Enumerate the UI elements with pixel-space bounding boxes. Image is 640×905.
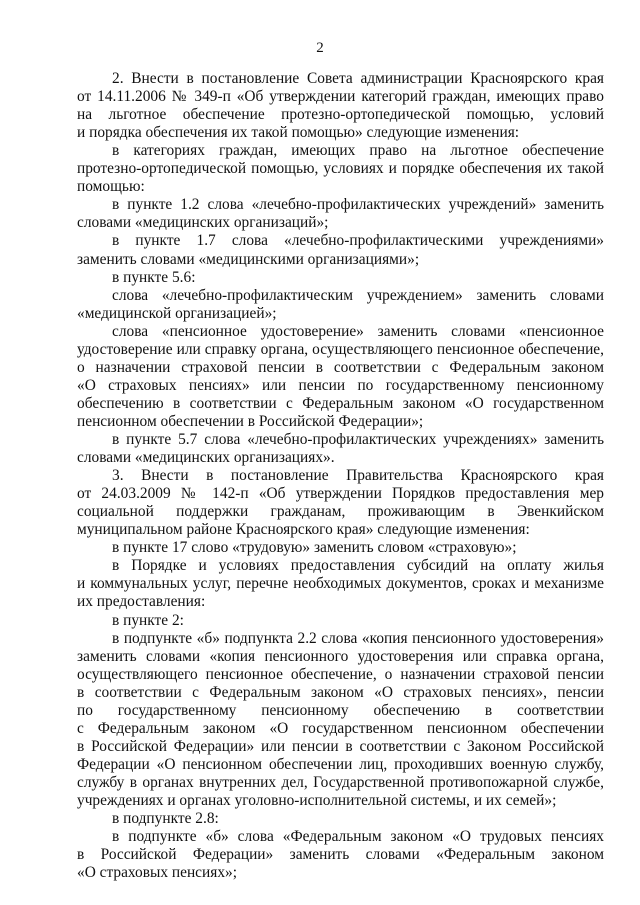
text-line: в пункте 1.7 слова «лечебно-профилактическими учреждениями» xyxy=(112,232,604,250)
text-line: и коммунальных услуг, перечне необходимых документов, сроках и механизме xyxy=(77,575,604,593)
text-line: слова «пенсионное удостоверение» заменить словами «пенсионное xyxy=(112,322,604,340)
text-line: и порядка обеспечения их такой помощью» следующие изменения: xyxy=(77,124,520,142)
text-line: на льготное обеспечение протезно-ортопедической помощью, условий xyxy=(77,106,604,124)
text-line: в пункте 1.2 слова «лечебно-профилактических учреждений» заменить xyxy=(112,196,604,214)
text-line: «О страховых пенсиях» или пенсии по государственному пенсионному xyxy=(77,376,604,394)
text-line: Федерации «О пенсионном обеспечении лиц, проходивших военную службу, xyxy=(77,755,604,773)
text-line: в пункте 17 слово «трудовую» заменить словом «страховую»; xyxy=(112,539,517,557)
text-line: 3. Внести в постановление Правительства Красноярского края xyxy=(112,467,604,485)
text-line: по государственному пенсионному обеспечению в соответствии xyxy=(77,701,604,719)
text-line: «О страховых пенсиях»; xyxy=(77,864,238,882)
text-line: в подпункте «б» подпункта 2.2 слова «копия пенсионного удостоверения» xyxy=(112,629,604,647)
text-line: удостоверение или справку органа, осуществляющего пенсионное обеспечение, xyxy=(77,340,604,358)
text-line: в Российской Федерации» или пенсии в соответствии с Законом Российской xyxy=(77,737,604,755)
text-line: словами «медицинских организациях». xyxy=(77,449,335,467)
text-line: в пункте 5.6: xyxy=(112,268,196,286)
text-line: заменить словами «медицинскими организациями»; xyxy=(77,250,420,268)
text-line: в подпункте «б» слова «Федеральным законом «О трудовых пенсиях xyxy=(112,828,604,846)
text-line: 2. Внести в постановление Совета администрации Красноярского края xyxy=(112,70,604,87)
text-line: «медицинской организацией»; xyxy=(77,304,277,322)
text-line: службу в органах внутренних дел, Государственной противопожарной службе, xyxy=(77,773,604,791)
text-line: протезно-ортопедической помощью, условиях и порядке обеспечения их такой xyxy=(77,160,604,178)
text-line: обеспечению в соответствии с Федеральным законом «О государственном xyxy=(77,394,604,412)
text-line: слова «лечебно-профилактическим учреждением» заменить словами xyxy=(112,286,604,304)
text-line: в подпункте 2.8: xyxy=(112,810,219,828)
text-line: от 14.11.2006 № 349-п «Об утверждении категорий граждан, имеющих право xyxy=(77,88,604,106)
text-line: от 24.03.2009 № 142-п «Об утверждении Порядков предоставления мер xyxy=(77,485,604,503)
text-line: пенсионном обеспечении в Российской Федерации»; xyxy=(77,412,424,430)
text-line: в Порядке и условиях предоставления субсидий на оплату жилья xyxy=(112,557,604,575)
text-line: в Российской Федерации» заменить словами «Федеральным законом xyxy=(77,846,604,864)
text-line: с Федеральным законом «О государственном пенсионном обеспечении xyxy=(77,719,604,737)
text-line: о назначении страховой пенсии в соответствии с Федеральным законом xyxy=(77,358,604,376)
text-line: словами «медицинских организаций»; xyxy=(77,214,329,232)
text-line: их предоставления: xyxy=(77,593,206,611)
text-line: муниципальном районе Красноярского края» следующие изменения: xyxy=(77,521,530,539)
text-line: помощью: xyxy=(77,178,145,196)
text-line: заменить словами «копия пенсионного удостоверения или справка органа, xyxy=(77,647,604,665)
text-line: осуществляющего пенсионное обеспечение, о назначении страховой пенсии xyxy=(77,665,604,683)
text-line: социальной поддержки гражданам, проживающим в Эвенкийском xyxy=(77,503,604,521)
text-line: в пункте 2: xyxy=(112,611,184,629)
page-number: 2 xyxy=(316,40,324,56)
text-line: учреждениях и органах уголовно-исполнительной системы, и их семей»; xyxy=(77,792,557,809)
text-line: в соответствии с Федеральным законом «О страховых пенсиях», пенсии xyxy=(77,683,604,701)
text-line: в категориях граждан, имеющих право на льготное обеспечение xyxy=(112,142,604,160)
text-line: в пункте 5.7 слова «лечебно-профилактических учреждениях» заменить xyxy=(112,431,604,448)
